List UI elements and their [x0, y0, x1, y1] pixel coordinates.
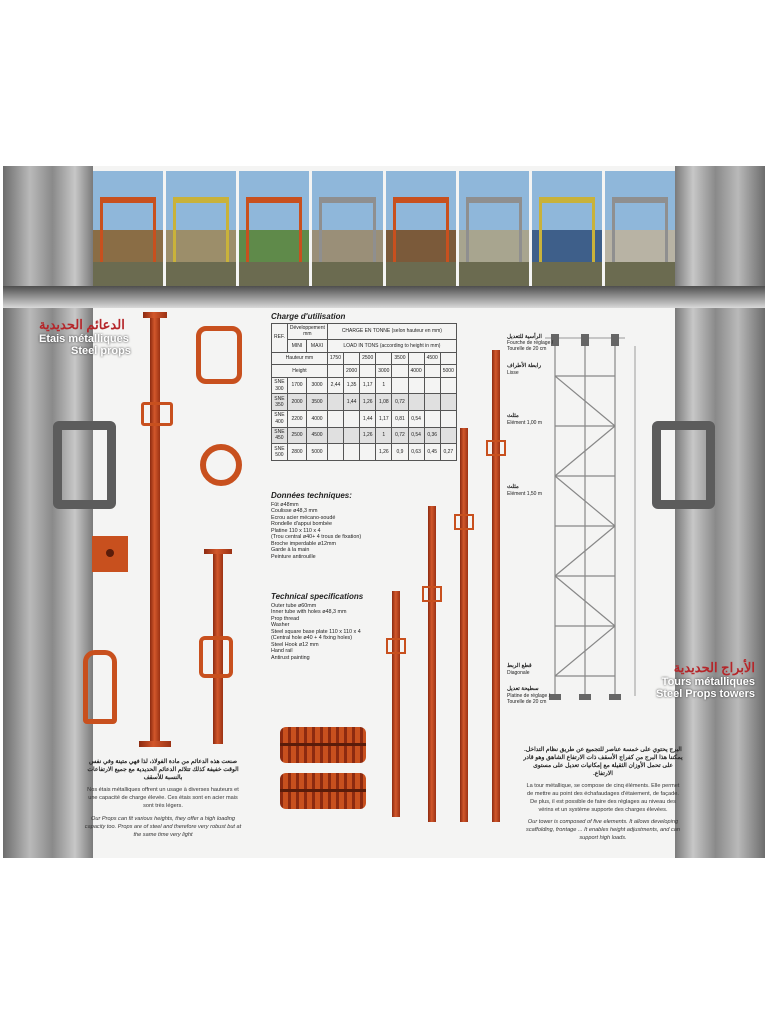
right-caption-english: Our tower is composed of five elements. It allows developing scaffolding, frontage ... It enables height adjustments, and can support high loads.: [526, 819, 680, 841]
height-value: 2500: [360, 352, 376, 365]
min-cell: 1700: [287, 377, 306, 394]
height-value: 5000: [440, 365, 456, 378]
load-cell: 1,35: [344, 377, 360, 394]
prop-base-plate: [139, 741, 171, 747]
ref-header: REF.: [272, 323, 288, 352]
prop-nut: [386, 638, 406, 654]
steel-prop-image: [150, 312, 160, 744]
load-cell: 0,9: [392, 444, 408, 461]
site-photo: [166, 171, 236, 301]
tower-label-arabic: رابطة الأطراف: [507, 363, 542, 369]
height-value: 4000: [408, 365, 424, 378]
load-cell: [327, 411, 343, 428]
site-photo: [605, 171, 675, 301]
technical-line: Washer: [271, 622, 290, 628]
left-caption-french: Nos étais métalliques offrent un usage à diverses hauteurs et une capacité de charge élevée. Ces étais sont en acier mais sont très légers.: [87, 787, 239, 809]
left-decorative-panel: [3, 166, 93, 858]
load-cell: [440, 377, 456, 394]
load-cell: 0,27: [440, 444, 456, 461]
load-cell: [424, 394, 440, 411]
tower-label: [507, 484, 555, 497]
donnees-line: (Trou central ø40+ 4 trous de fixation): [271, 534, 362, 540]
site-photo: [459, 171, 529, 301]
donnees-line: Coulisse ø48,3 mm: [271, 508, 318, 514]
height-value: 3000: [376, 365, 392, 378]
load-cell: 1,17: [376, 411, 392, 428]
title-french: Etais métalliques: [39, 333, 129, 345]
tower-label-latin: Diagonale: [507, 669, 530, 676]
max-cell: 4000: [307, 411, 328, 428]
technical-line: Antirust painting: [271, 654, 310, 661]
load-cell: 0,72: [392, 394, 408, 411]
site-photo: [532, 171, 602, 301]
title-english: Steel Props towers: [655, 688, 755, 700]
shadow-band: [3, 286, 765, 308]
min-cell: 2200: [287, 411, 306, 428]
height-value: 2000: [344, 365, 360, 378]
charge-table: [271, 323, 457, 461]
charge-row: [272, 427, 457, 444]
prop-nut: [454, 514, 474, 530]
tower-label-latin: Elément 1,50 m: [507, 490, 543, 497]
steel-towers-title: [643, 660, 755, 700]
washer-image: [200, 444, 242, 486]
charge-row: [272, 377, 457, 394]
prop-nut: [422, 586, 442, 602]
max-cell: 4500: [307, 427, 328, 444]
height-value: 4500: [424, 352, 440, 365]
hauteur-header: Hauteur mm: [272, 352, 328, 365]
left-caption: [83, 758, 243, 839]
load-cell: [408, 377, 424, 394]
ref-cell: SNE 400: [272, 411, 288, 428]
load-cell: 1,17: [360, 377, 376, 394]
technical-line: Hand rail: [271, 648, 293, 654]
right-caption-arabic: البرج يحتوي على خمسة عناصر للتجميع عن طريق نظام التداخل. يمكننا هذا البرج من كفراج الأسقف ذات الارتفاع الشاهق وهو قادر على تحمل الأوزان الثقيلة مع إمكانيات تعديل على مستوى الارتفاع.: [523, 747, 683, 777]
load-tons-header: LOAD IN TONS (according to height in mm): [327, 340, 456, 353]
steel-hook-image: [83, 650, 117, 724]
load-cell: 1,26: [360, 427, 376, 444]
min-cell: 2500: [287, 427, 306, 444]
photo-strip: [93, 171, 675, 301]
max-cell: 3500: [307, 394, 328, 411]
prop-nut: [486, 440, 506, 456]
charge-row: [272, 444, 457, 461]
load-cell: [327, 394, 343, 411]
tower-label: [507, 334, 555, 352]
tower-label-latin: Elément 1,00 m: [507, 419, 543, 426]
load-cell: 1,44: [344, 394, 360, 411]
developpement-header: Développement mm: [287, 323, 327, 340]
load-cell: 0,81: [392, 411, 408, 428]
load-cell: 0,54: [408, 427, 424, 444]
donnees-line: Garde à la main: [271, 547, 310, 553]
load-cell: [424, 377, 440, 394]
load-cell: [344, 444, 360, 461]
load-cell: [440, 411, 456, 428]
height-value: 1750: [327, 352, 343, 365]
charge-row: [272, 394, 457, 411]
left-caption-arabic: صنعت هذه الدعائم من مادة الفولاذ، لذا فهي متينة وفي نفس الوقت خفيفة كذلك تتلائم الدعائم الحديدية مع جميع الارتفاعات بالنسبة للأسقف: [87, 759, 239, 781]
load-cell: [424, 411, 440, 428]
site-photo: [386, 171, 456, 301]
left-caption-english: Our Props can fit various heights, they offer a high loading capacity too. Props are of steel and therefore very robust but at the same time very light: [84, 816, 242, 838]
right-caption: [523, 746, 683, 842]
site-photo: [239, 171, 309, 301]
title-english: Steel props: [71, 345, 131, 357]
load-cell: [440, 394, 456, 411]
ref-cell: SNE 500: [272, 444, 288, 461]
min-cell: 2000: [287, 394, 306, 411]
title-arabic: الأبراج الحديدية: [673, 660, 755, 675]
steel-props-title: [39, 317, 139, 357]
donnees-heading: Données techniques:: [271, 491, 352, 500]
max-cell: 5000: [307, 444, 328, 461]
tower-label-arabic: مثلث: [507, 484, 519, 490]
hook-image: [196, 326, 242, 384]
donnees-line: Ecrou acier mécano-soudé: [271, 514, 336, 521]
technical-line: Prop thread: [271, 615, 300, 622]
tower-label: [507, 686, 555, 706]
right-caption-french: La tour métallique, se compose de cinq éléments. Elle permet de mettre au point des échafaudages d'étaiement, de façade. De plus, il est possible de faire des réglages au niveau des vérins et un système supporte des charges élevées.: [526, 783, 680, 813]
load-cell: [440, 427, 456, 444]
technical-heading: Technical specifications: [271, 592, 364, 601]
height-value: 3500: [392, 352, 408, 365]
load-cell: 1,44: [360, 411, 376, 428]
load-cell: [344, 427, 360, 444]
handle-image: [53, 421, 116, 509]
load-cell: 0,63: [408, 444, 424, 461]
title-french: Tours métalliques: [661, 676, 755, 688]
donnees-line: Fût ø48mm: [271, 501, 299, 508]
donnees-line: Platine 110 x 110 x 4: [271, 527, 321, 534]
prop-thread-top: [204, 549, 232, 554]
tower-label-latin: Fourche de réglage / Tourelle de 20 cm: [507, 340, 554, 352]
load-cell: [408, 394, 424, 411]
tower-label-arabic: مثلث: [507, 413, 519, 419]
ref-cell: SNE 350: [272, 394, 288, 411]
max-cell: 3000: [307, 377, 328, 394]
ref-cell: SNE 450: [272, 427, 288, 444]
steel-prop-sne500: [492, 350, 500, 822]
prop-nut-image: [199, 636, 233, 678]
max-header: MAXI: [307, 340, 328, 353]
load-cell: [360, 444, 376, 461]
technical-line: Steel Hook ø12 mm: [271, 641, 319, 648]
min-header: MINI: [287, 340, 306, 353]
site-photo: [312, 171, 382, 301]
charge-heading: Charge d'utilisation: [271, 312, 346, 321]
base-plate-hole: [106, 549, 114, 557]
charge-section: [271, 312, 454, 461]
tower-label-arabic: قطع الربط: [507, 663, 532, 669]
load-cell: 0,36: [424, 427, 440, 444]
load-cell: 0,45: [424, 444, 440, 461]
tower-label-latin: Platine de réglage / Tourelle de 20 cm: [507, 692, 551, 705]
site-photo: [93, 171, 163, 301]
prop-top-plate: [143, 312, 167, 318]
brochure-spread: [3, 166, 765, 858]
steel-prop-sne350: [428, 506, 436, 822]
load-cell: 1,26: [376, 444, 392, 461]
load-cell: 0,54: [408, 411, 424, 428]
tower-label: [507, 413, 555, 426]
tower-label-arabic: سطيحة تعديل: [507, 686, 539, 692]
tower-label-latin: Lisse: [507, 369, 519, 376]
right-decorative-panel: [675, 166, 765, 858]
technical-line: (Central hole ø40 + 4 fixing holes): [271, 635, 353, 641]
technical-line: Steel square base plate 110 x 110 x 4: [271, 628, 361, 635]
load-cell: 1: [376, 377, 392, 394]
load-cell: [327, 444, 343, 461]
donnees-line: Rondelle d'appui bombée: [271, 521, 332, 527]
title-arabic: الدعائم الحديدية: [39, 317, 125, 332]
technical-line: Inner tube with holes ø48,3 mm: [271, 609, 347, 615]
donnees-line: Broche imperdable ø12mm: [271, 540, 337, 547]
prop-handle: [141, 402, 173, 426]
load-cell: [344, 411, 360, 428]
donnees-line: Peinture antirouille: [271, 553, 316, 560]
load-cell: [392, 377, 408, 394]
load-cell: 1,26: [360, 394, 376, 411]
ref-cell: SNE 300: [272, 377, 288, 394]
tower-label: [507, 663, 555, 676]
min-cell: 2800: [287, 444, 306, 461]
load-cell: [327, 427, 343, 444]
charge-tonne-header: CHARGE EN TONNE (selon hauteur en mm): [327, 323, 456, 340]
steel-prop-sne300: [392, 591, 400, 817]
technical-line: Outer tube ø60mm: [271, 602, 317, 609]
load-cell: 0,72: [392, 427, 408, 444]
props-bundle-image: [280, 719, 366, 819]
load-cell: 2,44: [327, 377, 343, 394]
tower-label: [507, 363, 555, 376]
height-header: Height: [272, 365, 328, 378]
load-cell: 1,08: [376, 394, 392, 411]
donnees-section: [271, 493, 411, 560]
steel-prop-sne400: [460, 428, 468, 822]
load-cell: 1: [376, 427, 392, 444]
tower-label-arabic: الرأسية للتعديل: [507, 334, 542, 340]
charge-row: [272, 411, 457, 428]
